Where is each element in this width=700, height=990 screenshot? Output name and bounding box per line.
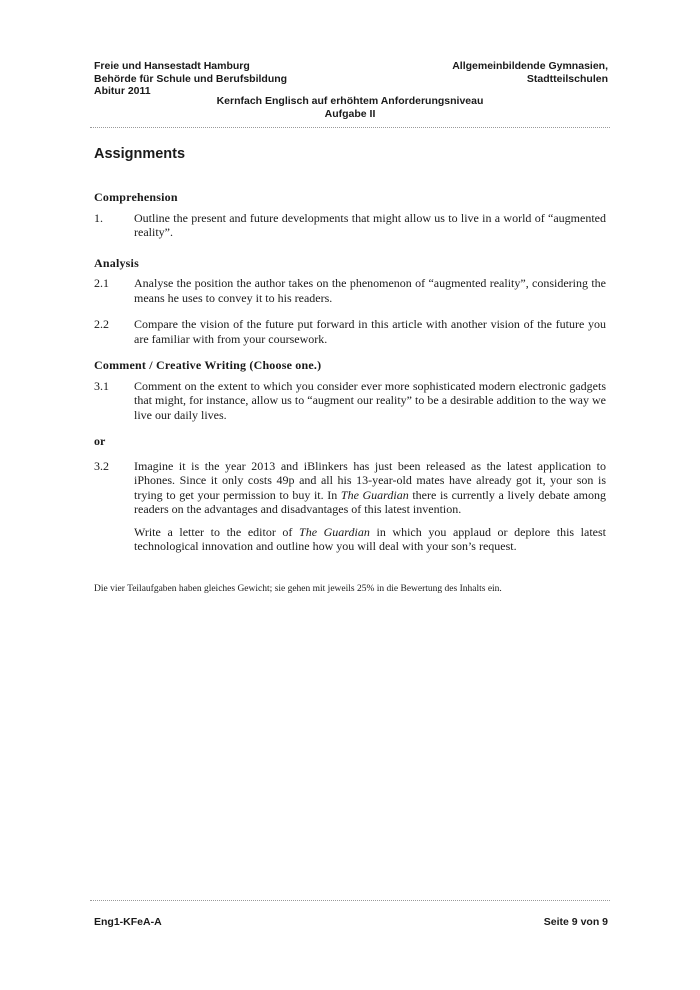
- task-1: [94, 211, 606, 240]
- task-number: 2.2: [94, 317, 109, 331]
- task-paragraph-2: [134, 525, 606, 554]
- header-course: Kernfach Englisch auf erhöhtem Anforderungsniveau: [216, 95, 484, 107]
- text-run: Write a letter to the editor of: [134, 524, 300, 539]
- header-exam-year: Abitur 2011: [94, 85, 151, 97]
- text-run: Imagine it is the year 2013 and iBlinkers has just been released as the latest application to iPhones. Since it only costs 49p and all his 13-year-old mates have already got it, your son is trying to get your permission to buy it. In: [134, 458, 606, 502]
- task-text: [134, 459, 606, 554]
- task-number: 3.1: [94, 378, 109, 393]
- weighting-note: Die vier Teilaufgaben haben gleiches Gewicht; sie gehen mit jeweils 25% in die Bewertung des Inhalts ein.: [94, 584, 502, 594]
- task-2-2: [94, 317, 606, 346]
- task-text: Outline the present and future developments that might allow us to live in a world of “augmented reality”.: [134, 210, 606, 239]
- header-subject: [94, 95, 606, 120]
- footer-divider: [90, 900, 610, 901]
- header-authority: [94, 60, 287, 98]
- page-title: Assignments: [94, 146, 186, 162]
- or-label: or: [94, 434, 106, 448]
- task-number: 2.1: [94, 276, 109, 290]
- newspaper-title: The Guardian: [340, 487, 409, 502]
- assignments-body: [94, 190, 606, 566]
- header-department: Behörde für Schule und Berufsbildung: [94, 72, 288, 85]
- footer-code: Eng1-KFeA-A: [94, 916, 162, 928]
- task-2-1: [94, 276, 606, 305]
- task-3-2: [94, 459, 606, 554]
- newspaper-title: The Guardian: [299, 524, 370, 539]
- task-paragraph-1: [134, 459, 606, 517]
- task-number: 1.: [94, 210, 103, 225]
- text-run: there is currently a lively debate among readers on the advantages and disadvantages of this latest invention.: [134, 487, 606, 516]
- task-text: Comment on the extent to which you consider ever more sophisticated modern electronic gadgets that might, for instance, allow us to “augment our reality” to be a desirable addition to the way we live our daily lives.: [134, 378, 606, 422]
- header-city: Freie und Hansestadt Hamburg: [94, 60, 250, 72]
- comprehension-heading: Comprehension: [94, 190, 178, 204]
- header-school-type-1: Allgemeinbildende Gymnasien,: [452, 60, 608, 72]
- analysis-heading: Analysis: [94, 255, 139, 270]
- task-number: 3.2: [94, 458, 109, 473]
- comment-heading: Comment / Creative Writing (Choose one.): [94, 358, 322, 372]
- text-run: in which you applaud or deplore this latest technological innovation and outline how you will deal with your son’s request.: [134, 524, 606, 553]
- header-school-types: [452, 60, 608, 85]
- task-text: Compare the vision of the future put forward in this article with another vision of the future you are familiar with from your coursework.: [134, 317, 606, 346]
- task-3-1: [94, 379, 606, 423]
- header-task-label: Aufgabe II: [324, 107, 376, 120]
- header-divider: [90, 127, 610, 128]
- page-number: Seite 9 von 9: [543, 916, 608, 928]
- header-school-type-2: Stadtteilschulen: [526, 72, 608, 85]
- task-text: Analyse the position the author takes on the phenomenon of “augmented reality”, considering the means he uses to convey it to his readers.: [134, 276, 606, 305]
